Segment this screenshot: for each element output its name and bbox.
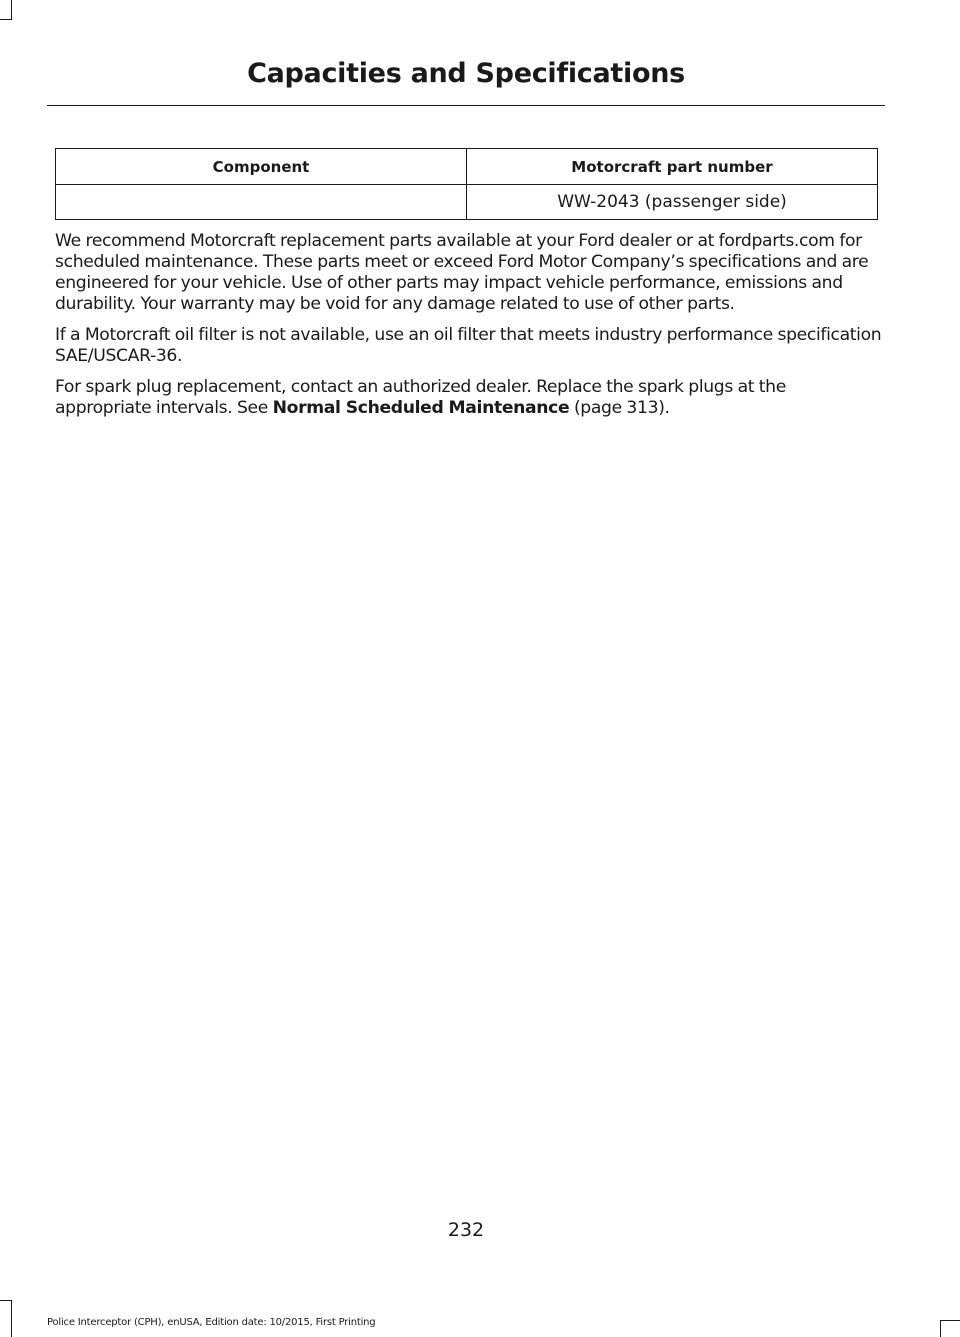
table-header-row: [56, 149, 878, 185]
cross-reference-page: (page 313).: [569, 398, 670, 418]
crop-mark-bottom-left-horizontal: [0, 1300, 12, 1301]
page-title: Capacities and Specifications: [247, 58, 685, 89]
crop-mark-bottom-left-vertical: [11, 1300, 12, 1337]
paragraph-oil-filter: If a Motorcraft oil filter is not available, use an oil filter that meets industry performance specification SAE/USCAR-36.: [55, 325, 882, 366]
cross-reference-link[interactable]: Normal Scheduled Maintenance: [272, 398, 570, 418]
paragraph-motorcraft-recommendation: We recommend Motorcraft replacement parts available at your Ford dealer or at fordparts.com for scheduled maintenance. These parts meet or exceed Ford Motor Company’s specifications and are engineered for your vehicle. Use of other parts may impact vehicle performance, emissions and durability. Your warranty may be void for any damage related to use of other parts.: [55, 231, 869, 314]
spark-plug-text: For spark plug replacement, contact an authorized dealer. Replace the spark plugs at the appropriate intervals. See: [55, 377, 786, 418]
cell-component: [56, 185, 467, 220]
crop-mark-bottom-right-vertical: [940, 1320, 941, 1337]
crop-mark-bottom-right-horizontal: [940, 1320, 960, 1321]
header-motorcraft-part-number: Motorcraft part number: [467, 149, 878, 185]
header-component: Component: [56, 149, 467, 185]
body-text: [55, 231, 883, 429]
table-row: [56, 185, 878, 220]
edition-footer: Police Interceptor (CPH), enUSA, Edition date: 10/2015, First Printing: [47, 1317, 376, 1328]
cell-part-number: WW-2043 (passenger side): [467, 185, 878, 220]
paragraph-spark-plug: [55, 377, 883, 419]
crop-mark-top-left-horizontal: [0, 19, 12, 20]
crop-mark-top-left-vertical: [11, 0, 12, 20]
title-divider: [47, 105, 885, 106]
page-number: 232: [447, 1219, 485, 1241]
parts-table: [55, 148, 878, 220]
